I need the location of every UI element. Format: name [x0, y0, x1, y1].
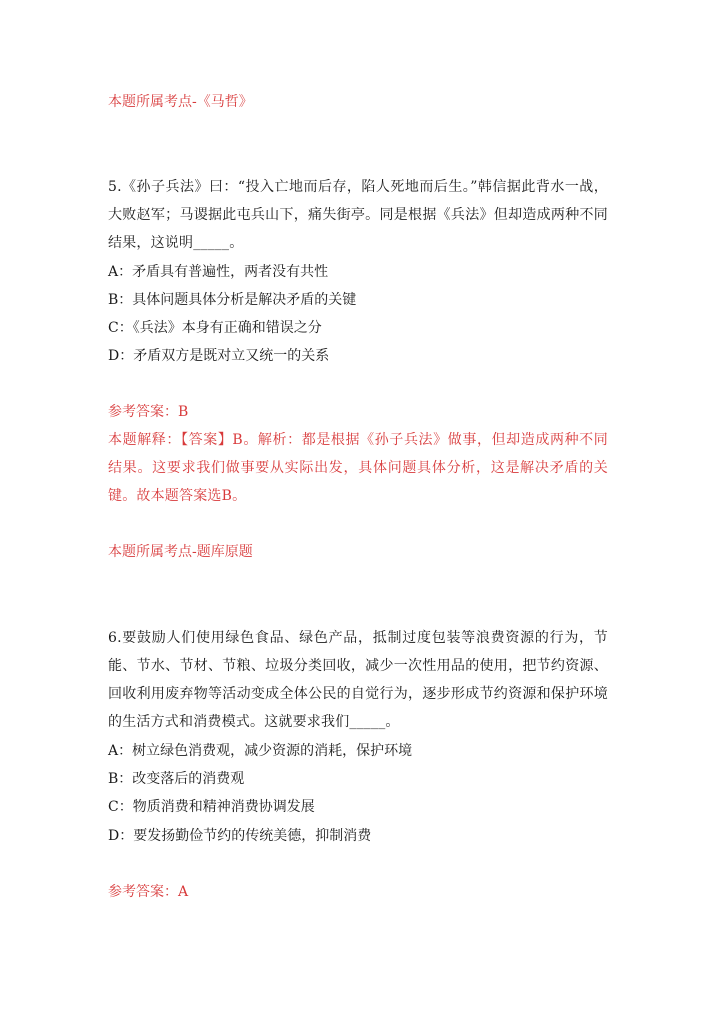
question-5-option-b: B：具体问题具体分析是解决矛盾的关键 — [108, 292, 357, 308]
question-6-option-b: B：改变落后的消费观 — [108, 771, 245, 787]
question-6-option-c: C：物质消费和精神消费协调发展 — [108, 799, 315, 815]
question-5-answer: 参考答案：B — [108, 404, 189, 420]
question-5-explanation: 本题解释：【答案】B。解析：都是根据《孙子兵法》做事，但却造成两种不同结果。这要求我们做事要从实际出发，具体问题具体分析，这是解决矛盾的关键。故本题答案选B。 — [108, 432, 608, 504]
question-5-stem: 5.《孙子兵法》曰：“投入亡地而后存，陷人死地而后生。”韩信据此背水一战，大败赵军；马谡据此屯兵山下，痛失街亭。同是根据《兵法》但却造成两种不同结果，这说明_____。 — [108, 179, 608, 251]
question-6-stem: 6.要鼓励人们使用绿色食品、绿色产品，抵制过度包装等浪费资源的行为，节能、节水、节材、节粮、垃圾分类回收，减少一次性用品的使用，把节约资源、回收利用废弃物等活动变成全体公民的自觉行为，逐步形成节约资源和保护环境的生活方式和消费模式。这就要求我们_____。 — [108, 630, 608, 730]
question-5-option-a: A：矛盾具有普遍性，两者没有共性 — [108, 264, 329, 280]
question-5-option-d: D：矛盾双方是既对立又统一的关系 — [108, 348, 330, 364]
question-6-answer: 参考答案：A — [108, 884, 189, 900]
question-5-topic: 本题所属考点-题库原题 — [108, 544, 253, 560]
prev-topic: 本题所属考点-《马哲》 — [108, 94, 253, 110]
question-5-option-c: C：《兵法》本身有正确和错误之分 — [108, 320, 322, 336]
question-6-option-a: A：树立绿色消费观，减少资源的消耗，保护环境 — [108, 743, 413, 759]
question-6-option-d: D：要发扬勤俭节约的传统美德，抑制消费 — [108, 828, 372, 844]
